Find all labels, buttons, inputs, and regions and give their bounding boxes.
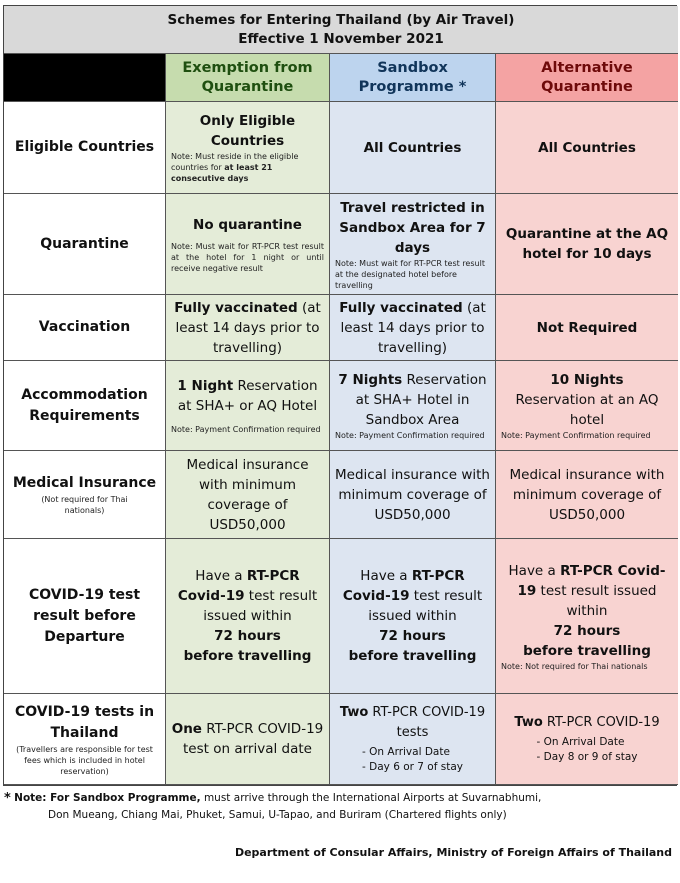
row-label-test-before: COVID-19 test result before Departure	[4, 539, 166, 694]
vaccination-sandbox-bold: Fully vaccinated	[339, 299, 463, 316]
test-before-aq-hours: 72 hours	[553, 622, 621, 639]
quarantine-sandbox-note: Note: Must wait for RT-PCR test result at the designated hotel before travelling	[335, 258, 485, 290]
accommodation-exemption-bold: 1 Night	[177, 378, 234, 394]
test-before-aq-b1: RT-PCR Covid-19	[517, 562, 666, 599]
cell-vaccination-sandbox	[330, 295, 496, 361]
cell-tests-in-sandbox	[330, 694, 496, 785]
accommodation-sandbox-note: Note: Payment Confirmation required	[335, 431, 485, 440]
accommodation-alternative-bold: 10 Nights	[550, 372, 624, 388]
row-label-vaccination: Vaccination	[4, 295, 166, 361]
tests-in-aq-bold: Two	[514, 715, 543, 730]
eligible-note-bold: at least 21 consecutive days	[171, 163, 273, 183]
vaccination-exemption-rest: (at least 14 days prior to travelling)	[175, 299, 321, 356]
footnote-star: *	[4, 791, 11, 806]
test-before-sandbox-text	[335, 566, 490, 626]
footnote-line-2: Don Mueang, Chiang Mai, Phuket, Samui, U-Tapao, and Buriram (Chartered flights only)	[48, 809, 507, 821]
eligible-note-text: Note: Must reside in the eligible countries for	[171, 152, 299, 172]
header-corner	[4, 54, 166, 102]
header-exemption: Exemption from Quarantine	[166, 54, 330, 102]
cell-test-before-exemption	[166, 539, 330, 694]
list-item: - Day 8 or 9 of stay	[536, 750, 637, 765]
cell-eligible-sandbox: All Countries	[330, 102, 496, 194]
footnote-bold: Note: For Sandbox Programme,	[14, 792, 201, 804]
cell-quarantine-exemption	[166, 194, 330, 295]
tests-in-sandbox-list	[362, 745, 463, 775]
row-label-insurance	[4, 451, 166, 539]
cell-tests-in-alternative	[496, 694, 678, 785]
accommodation-exemption-note: Note: Payment Confirmation required	[171, 425, 321, 434]
tests-in-exemption-text	[171, 719, 324, 759]
cell-insurance-sandbox: Medical insurance with minimum coverage of USD50,000	[330, 451, 496, 539]
header-sandbox: Sandbox Programme *	[330, 54, 496, 102]
test-before-sb-hours: 72 hours	[379, 628, 446, 644]
list-item: - Day 6 or 7 of stay	[362, 760, 463, 775]
cell-tests-in-exemption	[166, 694, 330, 785]
accommodation-exemption-text	[171, 376, 324, 416]
row-label-quarantine: Quarantine	[4, 194, 166, 295]
test-before-sb-travel: before travelling	[348, 648, 477, 664]
tests-in-label-sub: (Travellers are responsible for test fees which is included in hotel reservation)	[16, 744, 153, 776]
cell-vaccination-exemption	[166, 295, 330, 361]
accommodation-alternative-note: Note: Payment Confirmation required	[501, 431, 651, 440]
insurance-label-sub: (Not required for Thai nationals)	[41, 495, 128, 515]
footnote-line-1: must arrive through the International Airports at Suvarnabhumi,	[200, 792, 542, 804]
test-before-ex-b1: RT-PCR Covid-19	[177, 568, 300, 604]
cell-eligible-exemption	[166, 102, 330, 194]
test-before-sb-mid: test result issued within	[368, 588, 483, 624]
source-credit: Department of Consular Affairs, Ministry of Foreign Affairs of Thailand	[234, 846, 672, 859]
test-before-aq-travel: before travelling	[523, 642, 651, 659]
table-title	[4, 6, 678, 54]
cell-insurance-alternative: Medical insurance with minimum coverage of USD50,000	[496, 451, 678, 539]
tests-in-aq-rest: RT-PCR COVID-19	[542, 715, 660, 730]
cell-insurance-exemption: Medical insurance with minimum coverage of USD50,000	[166, 451, 330, 539]
cell-test-before-sandbox	[330, 539, 496, 694]
accommodation-sandbox-text	[335, 370, 490, 430]
accommodation-sandbox-rest: Reservation at SHA+ Hotel in Sandbox Area	[355, 372, 487, 428]
test-before-ex-mid: test result issued within	[203, 588, 318, 624]
cell-quarantine-sandbox	[330, 194, 496, 295]
test-before-ex-hours: 72 hours	[214, 628, 281, 644]
test-before-aq-note: Note: Not required for Thai nationals	[501, 661, 648, 671]
title-line-2: Effective 1 November 2021	[238, 30, 444, 47]
quarantine-sandbox-main: Travel restricted in Sandbox Area for 7 days	[339, 199, 486, 256]
cell-accommodation-exemption	[166, 361, 330, 451]
vaccination-sandbox-rest: (at least 14 days prior to travelling)	[340, 299, 486, 356]
tests-in-ex-rest: RT-PCR COVID-19 test on arrival date	[183, 721, 324, 757]
test-before-aq-mid: test result issued within	[536, 582, 657, 619]
quarantine-exemption-note: Note: Must wait for RT-PCR test result at the hotel for 1 night or until receive negative result	[171, 241, 324, 273]
eligible-exemption-note	[171, 151, 324, 184]
header-alternative: Alternative Quarantine	[496, 54, 678, 102]
row-label-tests-in	[4, 694, 166, 785]
vaccination-sandbox-text	[335, 298, 490, 358]
tests-in-label: COVID-19 tests in Thailand	[14, 703, 155, 741]
test-before-ex-pre: Have a	[195, 568, 247, 584]
eligible-exemption-main: Only Eligible Countries	[199, 113, 296, 149]
tests-in-alternative-list	[536, 735, 637, 765]
accommodation-alternative-rest: Reservation at an AQ hotel	[515, 392, 659, 428]
row-label-eligible: Eligible Countries	[4, 102, 166, 194]
tests-in-sb-bold: Two	[339, 705, 369, 720]
vaccination-exemption-text	[171, 298, 324, 358]
accommodation-sandbox-bold: 7 Nights	[338, 372, 403, 388]
test-before-sb-b1: RT-PCR Covid-19	[342, 568, 465, 604]
list-item: - On Arrival Date	[362, 745, 463, 760]
footnote	[4, 790, 674, 824]
accommodation-exemption-rest: Reservation at SHA+ or AQ Hotel	[177, 378, 318, 414]
vaccination-exemption-bold: Fully vaccinated	[174, 299, 298, 316]
list-item: - On Arrival Date	[536, 735, 637, 750]
test-before-exemption-text	[171, 566, 324, 626]
cell-test-before-alternative	[496, 539, 678, 694]
title-line-1: Schemes for Entering Thailand (by Air Travel)	[167, 11, 515, 28]
cell-eligible-alternative: All Countries	[496, 102, 678, 194]
quarantine-exemption-main: No quarantine	[193, 216, 302, 233]
tests-in-ex-bold: One	[171, 721, 202, 737]
tests-in-alternative-text	[514, 713, 659, 733]
test-before-ex-travel: before travelling	[183, 648, 312, 664]
test-before-alternative-text	[501, 561, 673, 621]
cell-accommodation-sandbox	[330, 361, 496, 451]
row-label-accommodation: Accommodation Requirements	[4, 361, 166, 451]
test-before-sb-pre: Have a	[360, 568, 412, 584]
cell-accommodation-alternative	[496, 361, 678, 451]
tests-in-sandbox-text	[335, 703, 490, 743]
tests-in-sb-rest: RT-PCR COVID-19 tests	[368, 705, 486, 740]
insurance-label: Medical Insurance	[12, 475, 157, 491]
test-before-aq-pre: Have a	[508, 562, 561, 579]
cell-vaccination-alternative: Not Required	[496, 295, 678, 361]
schemes-table	[3, 5, 677, 786]
cell-quarantine-alternative: Quarantine at the AQ hotel for 10 days	[496, 194, 678, 295]
